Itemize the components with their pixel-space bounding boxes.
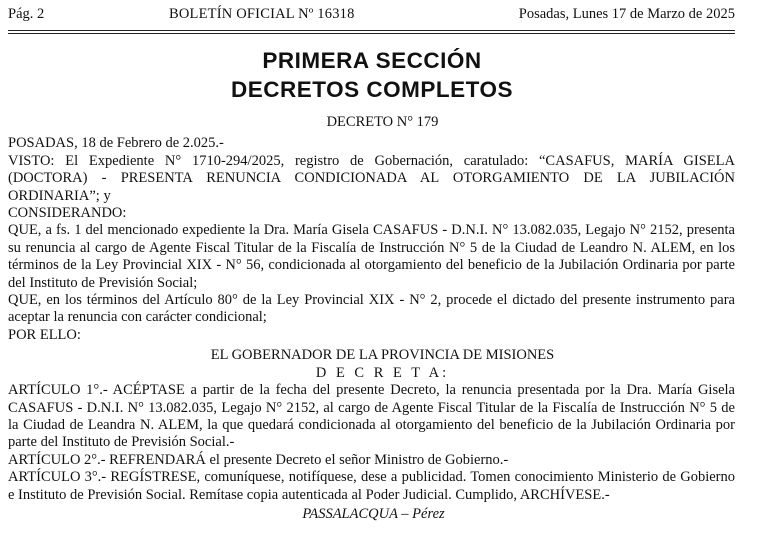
place-date: POSADAS, 18 de Febrero de 2.025.-	[8, 135, 224, 152]
bulletin-number: BOLETÍN OFICIAL Nº 16318	[169, 6, 355, 22]
page-number: Pág. 2	[8, 6, 45, 22]
governor-heading: EL GOBERNADOR DE LA PROVINCIA DE MISIONES	[210, 347, 555, 364]
considerando-heading: CONSIDERANDO:	[8, 205, 127, 222]
que-paragraph-1: QUE, a fs. 1 del mencionado expediente la Dra. María Gisela CASAFUS - D.N.I. N° 13.082.035, Legajo N° 2152, presenta su renuncia al cargo de Agente Fiscal Titular de la Fiscalía de Instrucción N° 5 de la Ciudad de Leandro N. ALEM, en los términos de la Ley Provincial XIX - N° 56, condicionada al otorgamiento del beneficio de la Jubilación Ordinaria por parte del Instituto de Previsión Social;	[8, 222, 735, 291]
decreta-heading: D E C R E T A:	[315, 364, 450, 381]
section-title: PRIMERA SECCIÓN	[262, 48, 482, 73]
header-rule-bottom	[8, 33, 735, 34]
publication-date: Posadas, Lunes 17 de Marzo de 2025	[518, 6, 735, 22]
que-paragraph-2: QUE, en los términos del Artículo 80° de la Ley Provincial XIX - N° 2, procede el dictado del presente instrumento para aceptar la renuncia con carácter condicional;	[8, 292, 735, 326]
signature: PASSALACQUA – Pérez	[302, 505, 445, 522]
por-ello-heading: POR ELLO:	[8, 326, 81, 343]
articulo-1: ARTÍCULO 1°.- ACÉPTASE a partir de la fecha del presente Decreto, la renuncia presentada por la Dra. María Gisela CASAFUS - D.N.I. N° 13.082.035, Legajo N° 2152, al cargo de Agente Fiscal Titular de la Fiscalía de Instrucción N° 5 de la Ciudad de Leandra N. ALEM, la que quedará condicionada al otorgamiento del beneficio de la Jubilación Ordinaria por parte del Instituto de Previsión Social.-	[8, 382, 735, 451]
visto-paragraph: VISTO: El Expediente N° 1710-294/2025, registro de Gobernación, caratulado: “CASAFUS, MARÍA GISELA (DOCTORA) - PRESENTA RENUNCIA CONDICIONADA AL OTORGAMIENTO DE LA JUBILACIÓN ORDINARIA”; y	[8, 152, 735, 204]
section-subtitle: DECRETOS COMPLETOS	[231, 77, 513, 102]
decree-body	[8, 114, 735, 523]
articulo-2: ARTÍCULO 2°.- REFRENDARÁ el presente Decreto el señor Ministro de Gobierno.-	[8, 451, 509, 468]
decree-number: DECRETO N° 179	[326, 114, 439, 130]
page-header	[8, 6, 735, 28]
articulo-3: ARTÍCULO 3°.- REGÍSTRESE, comuníquese, notifíquese, dese a publicidad. Tomen conocimiento Ministerio de Gobierno e Instituto de Previsión Social. Remítase copia autenticada al Poder Judicial. Cumplido, ARCHÍVESE.-	[8, 469, 735, 503]
header-rule-top	[8, 30, 735, 31]
